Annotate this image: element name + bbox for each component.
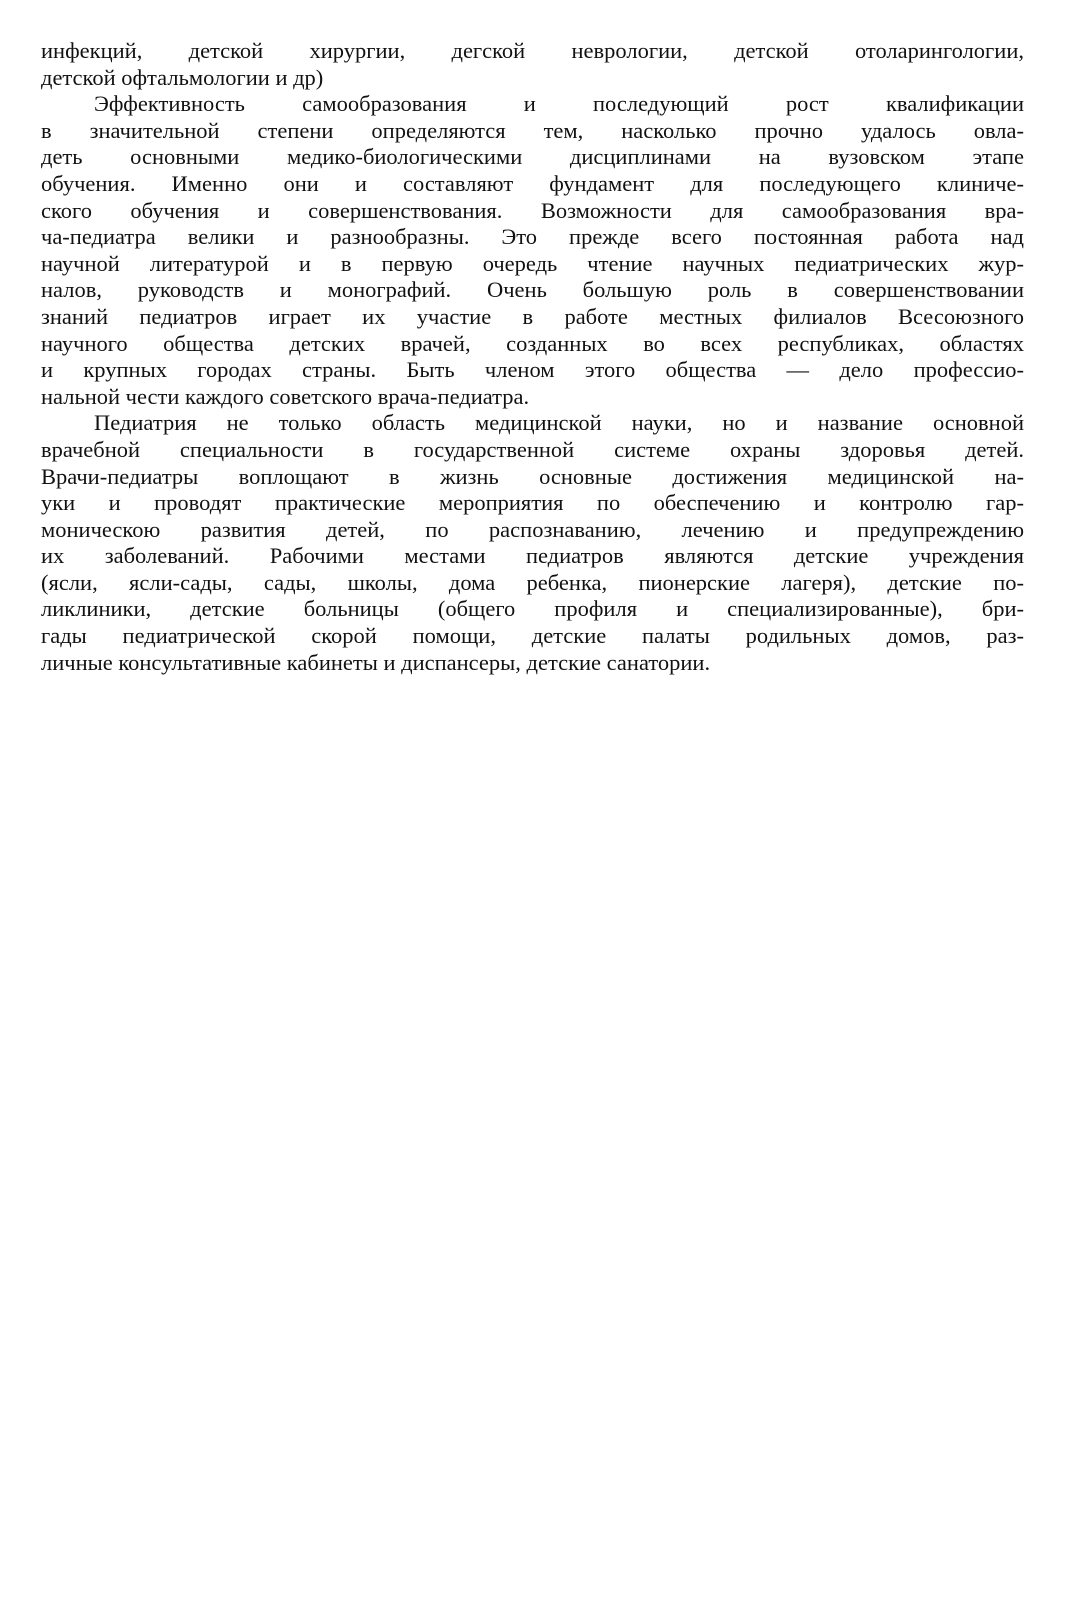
text-line: в значительной степени определяются тем, насколько прочно удалось овла- <box>41 117 1024 143</box>
paragraph-continuation <box>41 38 1024 91</box>
text-line: (ясли, ясли-сады, сады, школы, дома ребенка, пионерские лагеря), детские по- <box>41 569 1024 595</box>
document-page <box>41 38 1024 676</box>
text-line: научного общества детских врачей, созданных во всех республиках, областях <box>41 330 1024 356</box>
text-line: Врачи-педиатры воплощают в жизнь основные достижения медицинской на- <box>41 463 1024 489</box>
text-line: инфекций, детской хирургии, дегской неврологии, детской отоларингологии, <box>41 38 1024 63</box>
text-line: и крупных городах страны. Быть членом этого общества — дело профессио- <box>41 357 1024 383</box>
text-line: обучения. Именно они и составляют фундамент для последующего клиниче- <box>41 170 1024 196</box>
text-line: ча-педиатра велики и разнообразны. Это прежде всего постоянная работа над <box>41 224 1024 250</box>
text-line: научной литературой и в первую очередь чтение научных педиатрических жур- <box>41 250 1024 276</box>
text-line: врачебной специальности в государственной системе охраны здоровья детей. <box>41 436 1024 462</box>
text-line: моническою развития детей, по распознаванию, лечению и предупреждению <box>41 516 1024 542</box>
text-line: налов, руководств и монографий. Очень большую роль в совершенствовании <box>41 277 1024 303</box>
text-line: нальной чести каждого советского врача-педиатра. <box>41 383 530 409</box>
text-line: детской офтальмологии и др) <box>41 64 324 90</box>
text-line: личные консультативные кабинеты и диспансеры, детские санатории. <box>41 649 711 675</box>
text-line: ликлиники, детские больницы (общего профиля и специализированные), бри- <box>41 596 1024 622</box>
text-line: деть основными медико-биологическими дисциплинами на вузовском этапе <box>41 144 1024 170</box>
text-line: ского обучения и совершенствования. Возможности для самообразования вра- <box>41 197 1024 223</box>
text-line: гады педиатрической скорой помощи, детские палаты родильных домов, раз- <box>41 623 1024 649</box>
paragraph-pediatrics <box>41 410 1024 676</box>
text-line: знаний педиатров играет их участие в работе местных филиалов Всесоюзного <box>41 303 1024 329</box>
paragraph-self-education <box>41 91 1024 410</box>
text-line: их заболеваний. Рабочими местами педиатров являются детские учреждения <box>41 543 1024 569</box>
text-line: Педиатрия не только область медицинской науки, но и название основной <box>94 410 1024 436</box>
text-line: Эффективность самообразования и последующий рост квалификации <box>94 91 1024 117</box>
text-line: уки и проводят практические мероприятия по обеспечению и контролю гар- <box>41 490 1024 516</box>
